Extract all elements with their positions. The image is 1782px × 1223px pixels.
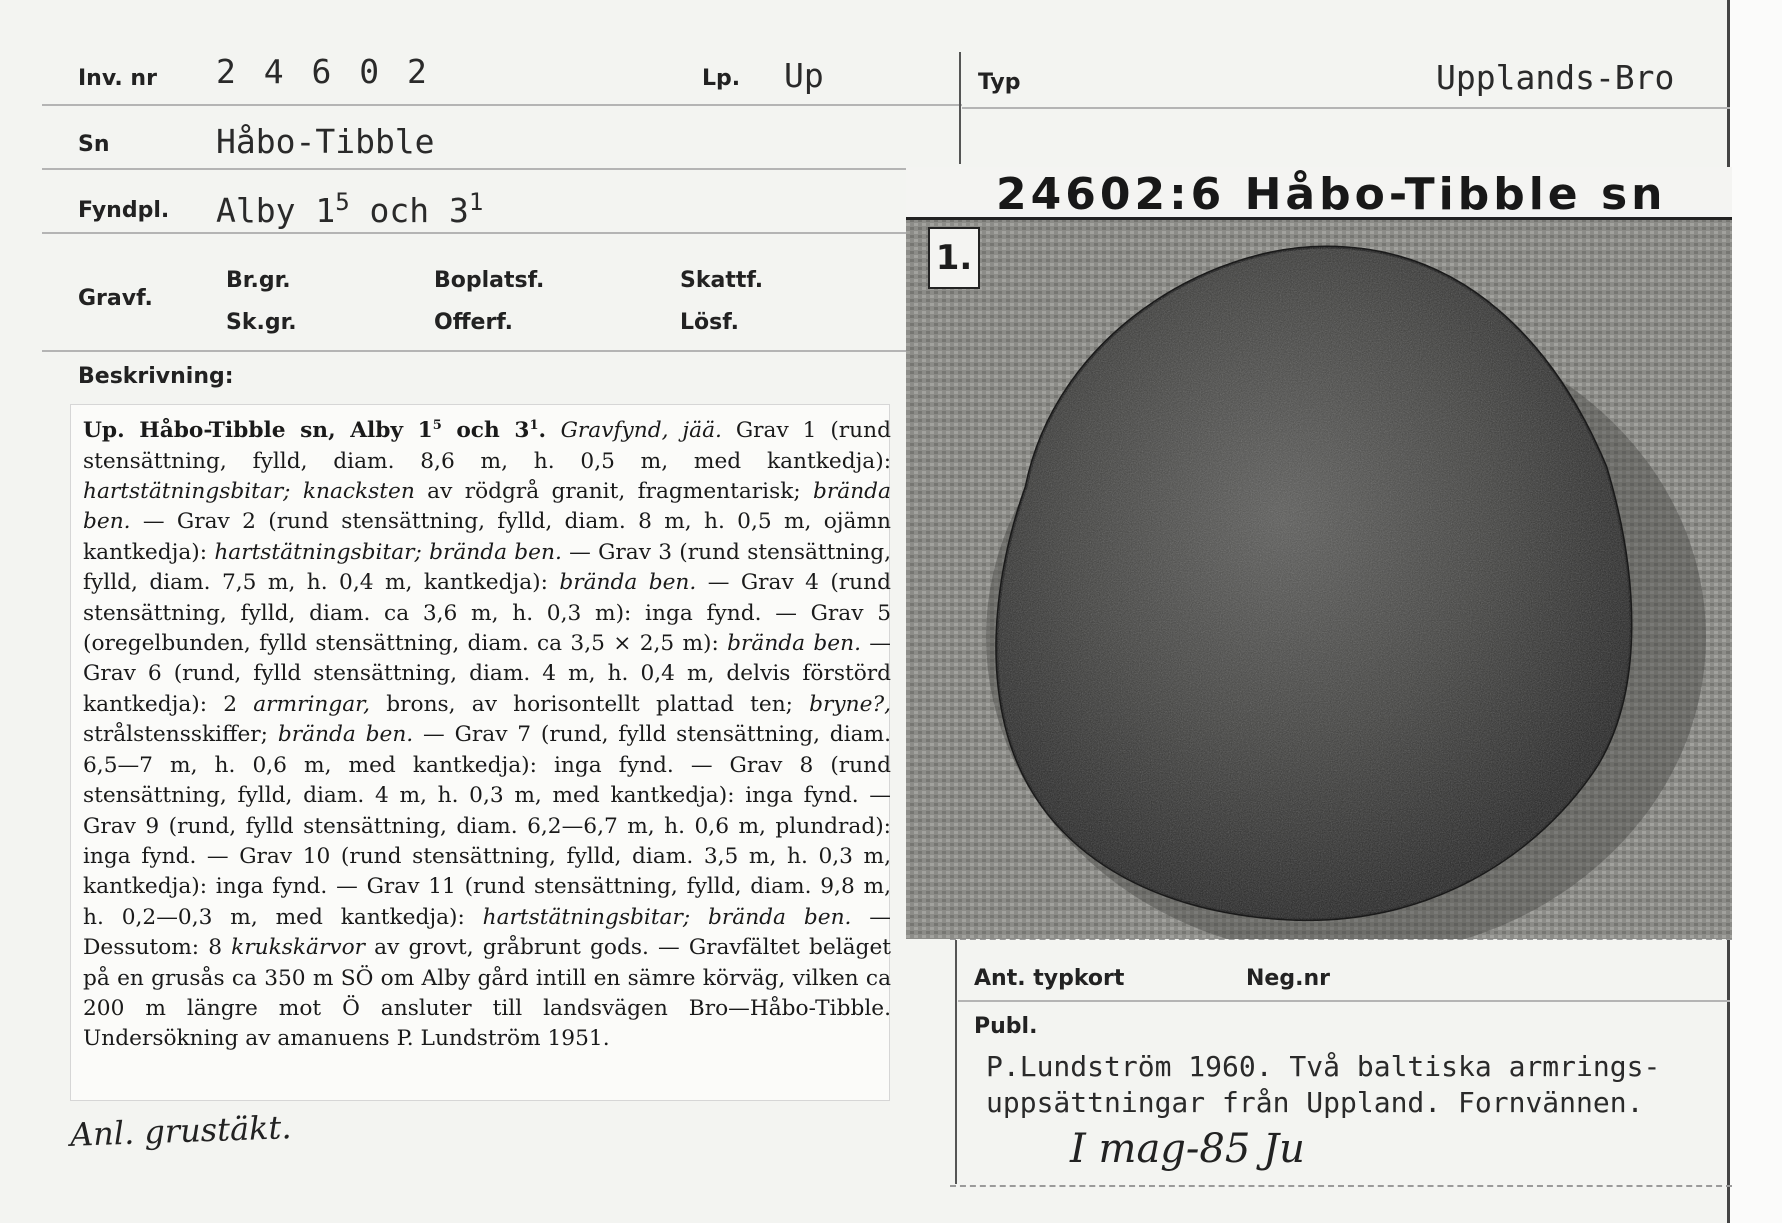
photo-number: 1. (928, 227, 980, 289)
description-segment: hartstätningsbitar; brända ben. (214, 539, 562, 565)
description-segment: 5 (432, 418, 442, 433)
description-segment: och 3 (441, 418, 530, 444)
photo-label-strip (906, 167, 1732, 220)
description-segment: . (538, 418, 561, 444)
rule-line (958, 1000, 1730, 1002)
publication-line-2: uppsättningar från Uppland. Fornvännen. (986, 1086, 1644, 1119)
fyndpl-sup-b: 1 (468, 188, 484, 216)
gravf-option-boplatsf: Boplatsf. (434, 268, 545, 293)
description-segment: — Grav 4 (rund stensättning, fylld, diam. ca 3,6 m, h. 0,3 m): inga fynd. — Grav 5 (oregelbunden, fylld stensättning, diam. ca 3,5 × 2,5 m): (83, 570, 891, 657)
rule-line (42, 350, 906, 352)
description-segment: krukskärvor (231, 935, 366, 961)
rule-line (42, 104, 962, 106)
photo-label: 24602:6 Håbo-Tibble sn (996, 169, 1667, 220)
gravf-label: Gravf. (78, 286, 153, 311)
description-segment: brons, av horisontellt plattad ten; (370, 691, 810, 717)
description-segment: hartstätningsbitar; brända ben. (482, 904, 852, 930)
description-segment: armringar, (253, 691, 371, 717)
description-segment: — Grav 6 (rund, fylld stensättning, diam. 4 m, h. 0,4 m, delvis förstörd kantkedja): 2 (83, 631, 891, 717)
description-segment: bryne?, (809, 691, 891, 717)
dashed-line (950, 1185, 1732, 1187)
rule-line (42, 168, 906, 170)
description-segment: — Grav 3 (rund stensättning, fylld, diam. 7,5 m, h. 0,4 m, kantkedja): (83, 539, 891, 596)
sn-value: Håbo-Tibble (216, 122, 435, 161)
description-segment: brända ben. (83, 479, 891, 535)
description-text (83, 411, 891, 1055)
inv-nr-value: 2 4 6 0 2 (216, 52, 431, 91)
inv-nr-label: Inv. nr (78, 66, 157, 91)
publ-label: Publ. (974, 1014, 1038, 1039)
description-segment: Grav 1 (rund stensättning, fylld, diam. 8,6 m, h. 0,5 m, med kantkedja): (83, 418, 891, 474)
description-segment: Gravfynd, jää. (560, 418, 722, 444)
description-segment: brända ben. (727, 631, 861, 657)
sn-label: Sn (78, 132, 110, 157)
gravf-option-skattf: Skattf. (680, 268, 764, 293)
description-segment: hartstätningsbitar; knacksten (83, 479, 415, 505)
fyndpl-label: Fyndpl. (78, 198, 170, 223)
gravf-option-sk-gr: Sk.gr. (226, 310, 297, 335)
description-segment: brända ben. (559, 570, 697, 596)
fyndpl-value-b: och 3 (349, 191, 469, 230)
fyndpl-value (216, 188, 483, 230)
description-segment: av grovt, gråbrunt gods. — Gravfältet beläget på en grusås ca 350 m SÖ om Alby gård intill en sämre körväg, vilken ca 200 m längre mot Ö ansluter till landsvägen Bro—Håbo-Tibble. Undersökning av amanuens P. Lundström 1951. (83, 935, 891, 1052)
lp-value: Up (784, 56, 824, 95)
ant-typkort-label: Ant. typkort (974, 966, 1125, 991)
typ-label: Typ (978, 70, 1021, 95)
description-segment: — Dessutom: 8 (83, 904, 891, 961)
description-segment: brända ben. (277, 722, 414, 748)
description-segment: Up. Håbo-Tibble sn, Alby 1 (83, 418, 433, 444)
artifact-photo (906, 167, 1732, 939)
description-segment: — Grav 2 (rund stensättning, fylld, diam. 8 m, h. 0,5 m, ojämn kantkedja): (83, 509, 891, 565)
publication-handwritten-note: I mag-85 Ju (1070, 1126, 1305, 1172)
gravf-option-br-gr: Br.gr. (226, 268, 291, 293)
rule-line (42, 232, 906, 234)
description-segment: strålstensskiffer; (83, 722, 278, 748)
publication-line-1: P.Lundström 1960. Två baltiska armrings- (986, 1050, 1661, 1083)
handwritten-note: Anl. grustäkt. (69, 1108, 293, 1154)
description-segment: — Grav 7 (rund, fylld stensättning, diam. 6,5—7 m, h. 0,6 m, med kantkedja): inga fynd. — Grav 8 (rund stensättning, fylld, diam. 4 m, h. 0,3 m, med kantkedja): inga fynd. — Grav 9 (rund, fylld stensättning, diam. 6,2—6,7 m, h. 0,6 m, plundrad): inga fynd. — Grav 10 (rund stensättning, fylld, diam. 3,5 m, h. 0,3 m, kantkedja): inga fynd. — Grav 11 (rund stensättning, fylld, diam. 9,8 m, h. 0,2—0,3 m, med kantkedja): (83, 722, 892, 930)
beskrivning-label: Beskrivning: (78, 364, 234, 389)
description-segment: av rödgrå granit, fragmentarisk; (414, 479, 814, 505)
column-divider (959, 52, 961, 164)
typ-value: Upplands-Bro (1436, 58, 1675, 97)
fyndpl-value-a: Alby 1 (216, 191, 336, 230)
description-segment: 1 (529, 418, 539, 433)
lp-label: Lp. (702, 66, 741, 91)
artifact-photo-image (906, 167, 1732, 939)
column-divider (955, 940, 957, 1184)
description-slip (70, 404, 890, 1101)
gravf-option-offerf: Offerf. (434, 310, 514, 335)
fyndpl-sup-a: 5 (335, 188, 350, 216)
rule-line (962, 107, 1730, 109)
neg-nr-label: Neg.nr (1246, 966, 1330, 991)
gravf-option-losf: Lösf. (680, 310, 739, 335)
